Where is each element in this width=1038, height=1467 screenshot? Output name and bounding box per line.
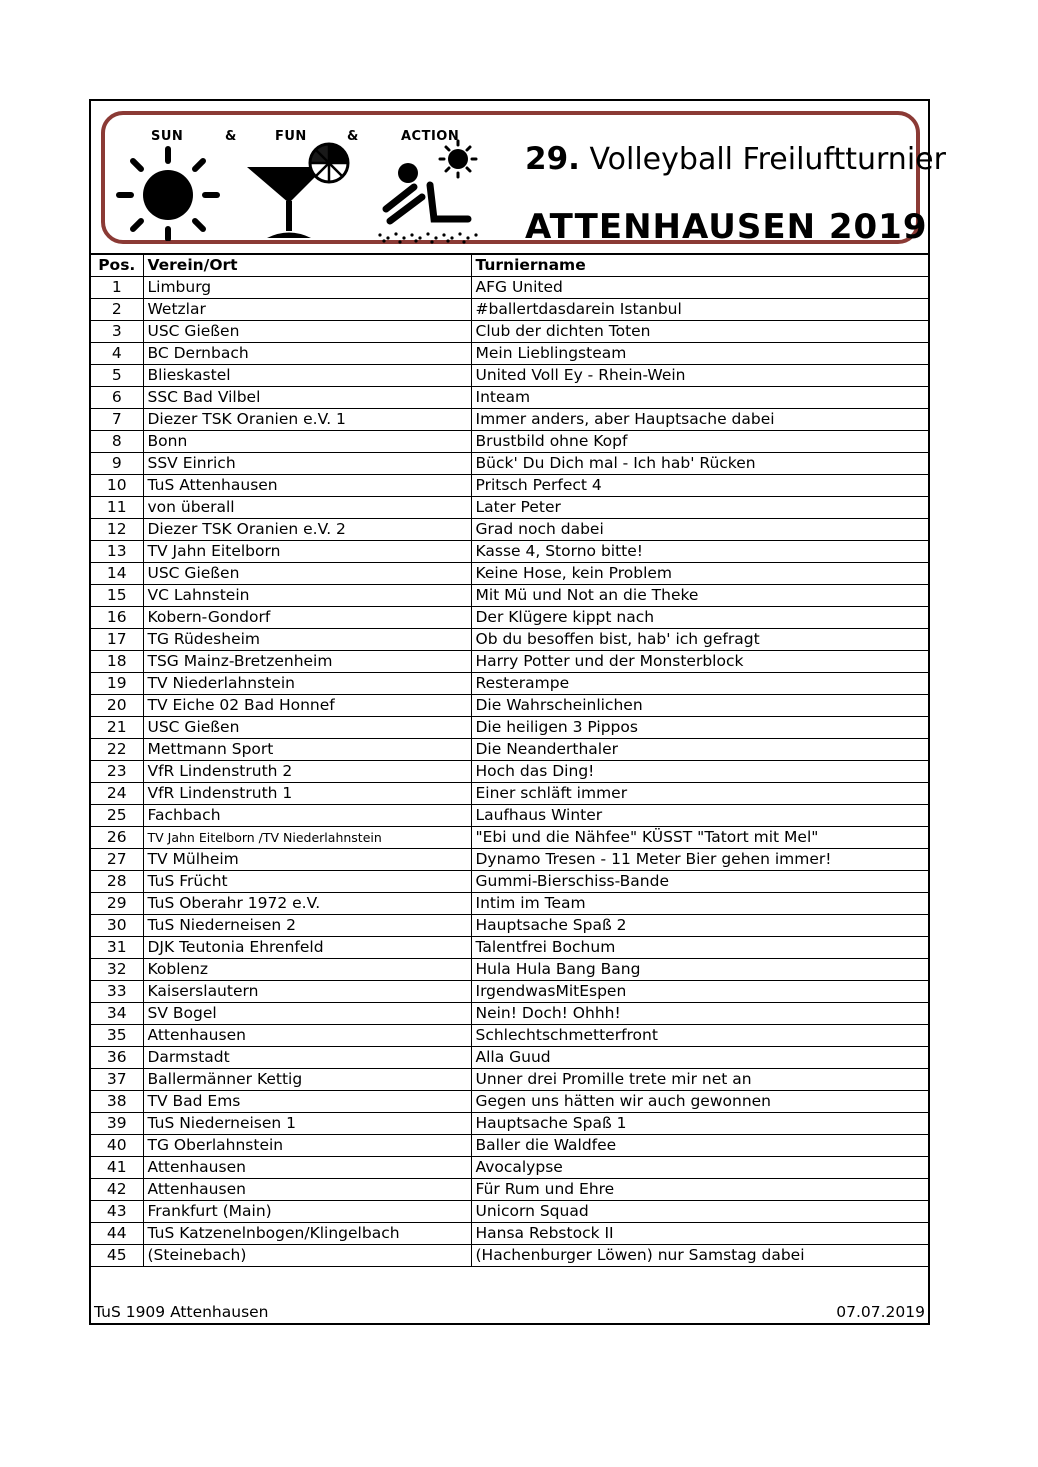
row-pos: 6 (91, 387, 143, 409)
edition-number: 29. (525, 141, 580, 177)
row-team: "Ebi und die Nähfee" KÜSST "Tatort mit Mel" (471, 827, 928, 849)
row-pos: 5 (91, 365, 143, 387)
row-team: Nein! Doch! Ohhh! (471, 1003, 928, 1025)
row-club: Frankfurt (Main) (143, 1201, 471, 1223)
label-sun: SUN (151, 129, 184, 144)
table-row (91, 1135, 928, 1157)
row-pos: 31 (91, 937, 143, 959)
table-row (91, 1003, 928, 1025)
table-row (91, 629, 928, 651)
row-pos: 15 (91, 585, 143, 607)
row-club: Diezer TSK Oranien e.V. 2 (143, 519, 471, 541)
row-team: United Voll Ey - Rhein-Wein (471, 365, 928, 387)
row-pos: 39 (91, 1113, 143, 1135)
team-list-table (91, 255, 928, 1267)
row-club: TSG Mainz-Bretzenheim (143, 651, 471, 673)
row-team: Keine Hose, kein Problem (471, 563, 928, 585)
tournament-title (525, 141, 946, 177)
row-club: TV Niederlahnstein (143, 673, 471, 695)
row-pos: 30 (91, 915, 143, 937)
cocktail-glass-icon (245, 141, 357, 243)
row-club: TuS Attenhausen (143, 475, 471, 497)
row-team: Dynamo Tresen - 11 Meter Bier gehen immer! (471, 849, 928, 871)
table-row (91, 849, 928, 871)
row-team: Alla Guud (471, 1047, 928, 1069)
table-row (91, 277, 928, 299)
row-club: SSC Bad Vilbel (143, 387, 471, 409)
row-club: TV Jahn Eitelborn (143, 541, 471, 563)
table-row (91, 1223, 928, 1245)
row-club: von überall (143, 497, 471, 519)
table-row (91, 937, 928, 959)
label-amp-2: & (347, 129, 359, 144)
row-team: Laufhaus Winter (471, 805, 928, 827)
row-club: Attenhausen (143, 1025, 471, 1047)
row-pos: 10 (91, 475, 143, 497)
header-pos: Pos. (91, 255, 143, 277)
table-row (91, 563, 928, 585)
row-team: AFG United (471, 277, 928, 299)
row-team: Intim im Team (471, 893, 928, 915)
row-club: Fachbach (143, 805, 471, 827)
row-pos: 13 (91, 541, 143, 563)
row-club: SV Bogel (143, 1003, 471, 1025)
table-row (91, 607, 928, 629)
row-team: Unicorn Squad (471, 1201, 928, 1223)
row-pos: 43 (91, 1201, 143, 1223)
table-row (91, 1025, 928, 1047)
row-team: Hula Hula Bang Bang (471, 959, 928, 981)
table-row (91, 739, 928, 761)
table-row (91, 497, 928, 519)
row-club: VC Lahnstein (143, 585, 471, 607)
row-club: TuS Frücht (143, 871, 471, 893)
row-club: Blieskastel (143, 365, 471, 387)
table-row (91, 1069, 928, 1091)
table-row (91, 805, 928, 827)
row-team: Der Klügere kippt nach (471, 607, 928, 629)
row-pos: 19 (91, 673, 143, 695)
table-row (91, 827, 928, 849)
row-club: Bonn (143, 431, 471, 453)
table-row (91, 519, 928, 541)
table-row (91, 585, 928, 607)
row-pos: 9 (91, 453, 143, 475)
table-row (91, 453, 928, 475)
title-text: Volleyball Freiluftturnier (589, 142, 946, 177)
row-club: VfR Lindenstruth 2 (143, 761, 471, 783)
row-pos: 45 (91, 1245, 143, 1267)
row-club: TuS Katzenelnbogen/Klingelbach (143, 1223, 471, 1245)
table-row (91, 981, 928, 1003)
table-row (91, 915, 928, 937)
row-pos: 11 (91, 497, 143, 519)
row-pos: 24 (91, 783, 143, 805)
row-pos: 17 (91, 629, 143, 651)
header-banner (101, 111, 946, 247)
row-club: SSV Einrich (143, 453, 471, 475)
row-pos: 4 (91, 343, 143, 365)
row-team: Gummi-Bierschiss-Bande (471, 871, 928, 893)
table-row (91, 717, 928, 739)
tournament-sheet (89, 99, 946, 1325)
row-pos: 37 (91, 1069, 143, 1091)
row-club: TuS Niederneisen 1 (143, 1113, 471, 1135)
row-club: DJK Teutonia Ehrenfeld (143, 937, 471, 959)
row-club: TV Mülheim (143, 849, 471, 871)
table-header-row (91, 255, 928, 277)
row-club: USC Gießen (143, 717, 471, 739)
table-row (91, 1179, 928, 1201)
row-pos: 35 (91, 1025, 143, 1047)
header-team: Turniername (471, 255, 928, 277)
row-pos: 29 (91, 893, 143, 915)
row-club: VfR Lindenstruth 1 (143, 783, 471, 805)
row-team: Immer anders, aber Hauptsache dabei (471, 409, 928, 431)
row-team: Talentfrei Bochum (471, 937, 928, 959)
table-row (91, 893, 928, 915)
row-club: Kobern-Gondorf (143, 607, 471, 629)
row-club: TuS Oberahr 1972 e.V. (143, 893, 471, 915)
row-team: Brustbild ohne Kopf (471, 431, 928, 453)
table-row (91, 1245, 928, 1267)
table-row (91, 1113, 928, 1135)
row-team: Hauptsache Spaß 1 (471, 1113, 928, 1135)
row-team: Die heiligen 3 Pippos (471, 717, 928, 739)
table-row (91, 409, 928, 431)
table-row (91, 365, 928, 387)
table-row (91, 299, 928, 321)
row-team: Mein Lieblingsteam (471, 343, 928, 365)
header-club: Verein/Ort (143, 255, 471, 277)
row-pos: 36 (91, 1047, 143, 1069)
sheet-footer (91, 1302, 928, 1323)
table-row (91, 783, 928, 805)
row-club: BC Dernbach (143, 343, 471, 365)
row-club: TV Jahn Eitelborn /TV Niederlahnstein (143, 827, 471, 849)
row-pos: 7 (91, 409, 143, 431)
row-team: Ob du besoffen bist, hab' ich gefragt (471, 629, 928, 651)
row-team: Schlechtschmetterfront (471, 1025, 928, 1047)
table-row (91, 387, 928, 409)
row-team: Unner drei Promille trete mir net an (471, 1069, 928, 1091)
row-pos: 14 (91, 563, 143, 585)
table-row (91, 959, 928, 981)
row-pos: 33 (91, 981, 143, 1003)
table-row (91, 1047, 928, 1069)
row-team: (Hachenburger Löwen) nur Samstag dabei (471, 1245, 928, 1267)
row-team: Inteam (471, 387, 928, 409)
row-club: TG Oberlahnstein (143, 1135, 471, 1157)
row-club: Limburg (143, 277, 471, 299)
row-club: Diezer TSK Oranien e.V. 1 (143, 409, 471, 431)
table-row (91, 871, 928, 893)
table-row (91, 475, 928, 497)
row-club: TV Bad Ems (143, 1091, 471, 1113)
table-row (91, 1201, 928, 1223)
row-team: Later Peter (471, 497, 928, 519)
row-club: (Steinebach) (143, 1245, 471, 1267)
row-team: IrgendwasMitEspen (471, 981, 928, 1003)
row-team: Grad noch dabei (471, 519, 928, 541)
row-team: Club der dichten Toten (471, 321, 928, 343)
row-pos: 21 (91, 717, 143, 739)
row-team: Hansa Rebstock II (471, 1223, 928, 1245)
row-pos: 20 (91, 695, 143, 717)
row-pos: 26 (91, 827, 143, 849)
row-pos: 32 (91, 959, 143, 981)
row-club: Koblenz (143, 959, 471, 981)
label-action: ACTION (401, 129, 460, 144)
row-pos: 25 (91, 805, 143, 827)
label-amp-1: & (225, 129, 237, 144)
table-row (91, 321, 928, 343)
row-team: Kasse 4, Storno bitte! (471, 541, 928, 563)
row-pos: 27 (91, 849, 143, 871)
row-team: Hoch das Ding! (471, 761, 928, 783)
row-team: Die Wahrscheinlichen (471, 695, 928, 717)
table-row (91, 695, 928, 717)
tournament-subtitle: ATTENHAUSEN 2019 (525, 207, 928, 247)
row-team: Resterampe (471, 673, 928, 695)
label-fun: FUN (275, 129, 307, 144)
sun-icon (113, 145, 223, 241)
volleyball-player-icon (370, 139, 490, 245)
row-team: Einer schläft immer (471, 783, 928, 805)
row-pos: 44 (91, 1223, 143, 1245)
row-pos: 38 (91, 1091, 143, 1113)
row-pos: 16 (91, 607, 143, 629)
row-club: Kaiserslautern (143, 981, 471, 1003)
row-pos: 12 (91, 519, 143, 541)
table-row (91, 1091, 928, 1113)
row-team: Pritsch Perfect 4 (471, 475, 928, 497)
table-row (91, 651, 928, 673)
row-club: TG Rüdesheim (143, 629, 471, 651)
table-row (91, 431, 928, 453)
row-pos: 18 (91, 651, 143, 673)
table-row (91, 541, 928, 563)
table-row (91, 343, 928, 365)
row-pos: 42 (91, 1179, 143, 1201)
row-club: USC Gießen (143, 563, 471, 585)
row-team: Mit Mü und Not an die Theke (471, 585, 928, 607)
row-club: Mettmann Sport (143, 739, 471, 761)
row-pos: 23 (91, 761, 143, 783)
footer-date: 07.07.2019 (836, 1303, 925, 1321)
row-team: Gegen uns hätten wir auch gewonnen (471, 1091, 928, 1113)
row-team: Harry Potter und der Monsterblock (471, 651, 928, 673)
row-pos: 3 (91, 321, 143, 343)
table-row (91, 1157, 928, 1179)
row-team: Bück' Du Dich mal - Ich hab' Rücken (471, 453, 928, 475)
row-club: TV Eiche 02 Bad Honnef (143, 695, 471, 717)
row-pos: 28 (91, 871, 143, 893)
row-pos: 40 (91, 1135, 143, 1157)
row-club: USC Gießen (143, 321, 471, 343)
row-pos: 1 (91, 277, 143, 299)
row-team: Hauptsache Spaß 2 (471, 915, 928, 937)
row-pos: 8 (91, 431, 143, 453)
row-club: Darmstadt (143, 1047, 471, 1069)
row-pos: 22 (91, 739, 143, 761)
row-club: Attenhausen (143, 1179, 471, 1201)
row-team: #ballertdasdarein Istanbul (471, 299, 928, 321)
row-club: Ballermänner Kettig (143, 1069, 471, 1091)
row-club: Attenhausen (143, 1157, 471, 1179)
table-row (91, 673, 928, 695)
row-pos: 34 (91, 1003, 143, 1025)
row-team: Die Neanderthaler (471, 739, 928, 761)
row-pos: 41 (91, 1157, 143, 1179)
row-team: Avocalypse (471, 1157, 928, 1179)
row-team: Baller die Waldfee (471, 1135, 928, 1157)
row-club: TuS Niederneisen 2 (143, 915, 471, 937)
row-pos: 2 (91, 299, 143, 321)
row-club: Wetzlar (143, 299, 471, 321)
footer-organizer: TuS 1909 Attenhausen (94, 1303, 269, 1321)
row-team: Für Rum und Ehre (471, 1179, 928, 1201)
table-row (91, 761, 928, 783)
